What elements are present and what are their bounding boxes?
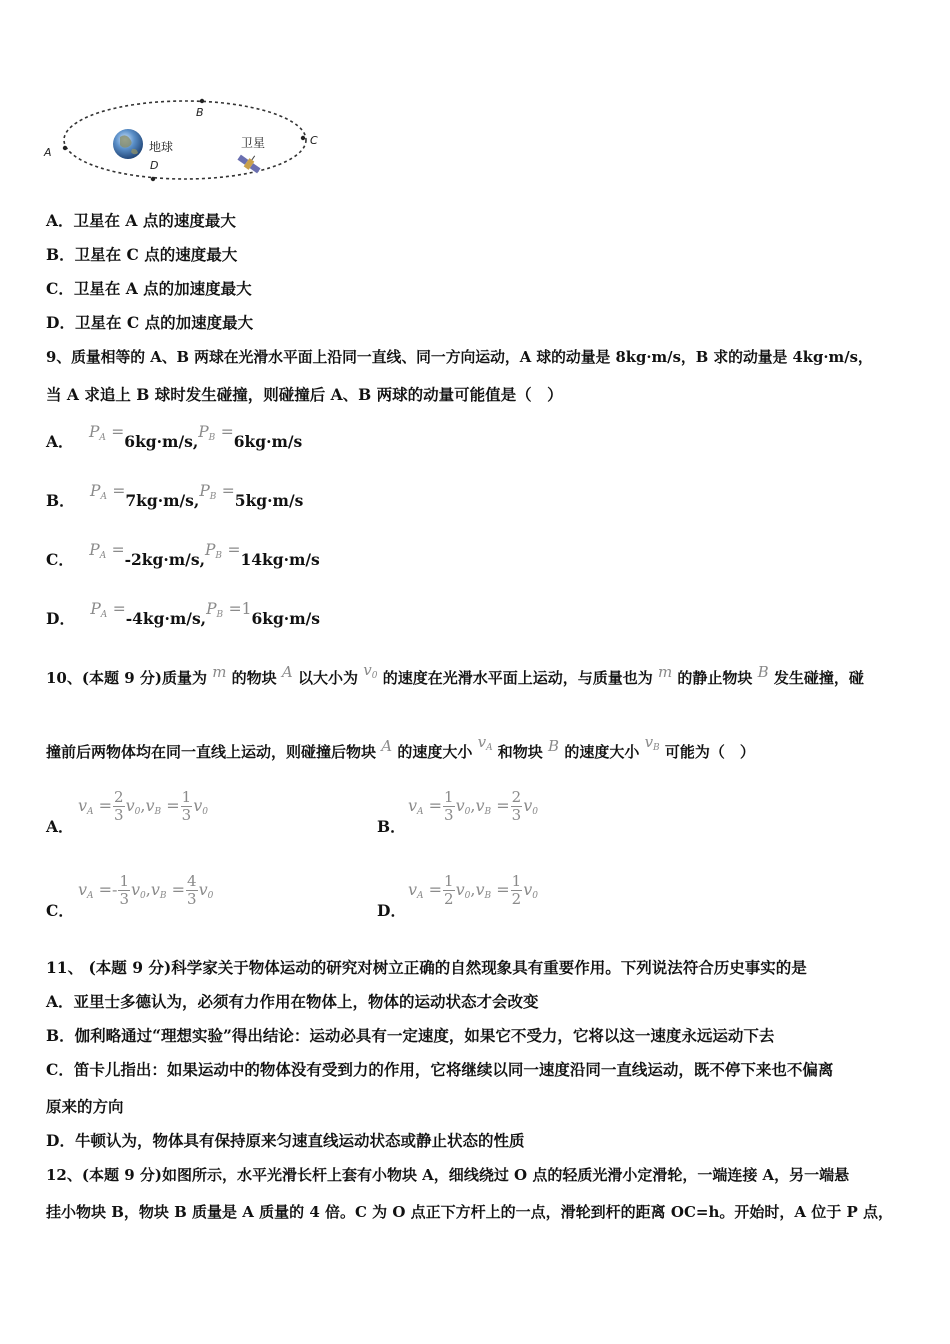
q9-stem-line1: 9、质量相等的 A、B 两球在光滑水平面上沿同一直线、同一方向运动，A 球的动量是 8kg·m/s，B 求的动量是 4kg·m/s， bbox=[46, 349, 873, 366]
q11-option-b: B．伽利略通过“理想实验”得出结论：运动必具有一定速度，如果它不受力，它将以这一速度永远运动下去 bbox=[46, 1026, 775, 1045]
p-symbol: P bbox=[204, 541, 216, 559]
q12-line1: 12、(本题 9 分)如图所示，水平光滑长杆上套有小物块 A，细线绕过 O 点的轻质光滑小定滑轮，一端连接 A，另一端悬 bbox=[46, 1166, 850, 1184]
q8-option-b: B．卫星在 C 点的速度最大 bbox=[46, 245, 238, 264]
point-d-dot bbox=[151, 177, 155, 181]
q8-option-d: D．卫星在 C 点的加速度最大 bbox=[46, 313, 254, 332]
fraction: $\frac{2}{3}$ bbox=[511, 788, 522, 824]
sub-b: B bbox=[484, 891, 492, 901]
v-symbol: v bbox=[475, 796, 485, 815]
sub-a: A bbox=[417, 807, 424, 817]
sub-0: 0 bbox=[207, 891, 214, 901]
point-b-dot bbox=[200, 99, 204, 103]
pb-value: 6kg·m/s bbox=[251, 609, 320, 628]
option-label: A． bbox=[46, 432, 74, 451]
p-symbol: P bbox=[198, 423, 209, 441]
pa-value: -2kg·m/s, bbox=[124, 550, 205, 569]
sub-b: B bbox=[484, 807, 492, 817]
q10-text: 撞前后两物体均在同一直线上运动，则碰撞后物块 bbox=[46, 743, 377, 761]
v-symbol: v bbox=[455, 796, 465, 815]
point-c-dot bbox=[301, 136, 305, 140]
q10-text: 和物块 bbox=[497, 743, 543, 761]
v-symbol: v bbox=[78, 880, 88, 899]
sub-b: B bbox=[208, 433, 216, 443]
q10-text: 10、(本题 9 分)质量为 bbox=[46, 669, 207, 687]
earth-label: 地球 bbox=[149, 140, 174, 154]
q9-option-d bbox=[46, 600, 320, 635]
sub-b: B bbox=[209, 492, 217, 502]
sub-0: 0 bbox=[464, 807, 471, 817]
q9-option-a bbox=[46, 423, 303, 458]
v-symbol: v bbox=[78, 796, 88, 815]
v-symbol: v bbox=[125, 796, 135, 815]
sign: - bbox=[112, 880, 118, 899]
v-symbol: v bbox=[475, 880, 485, 899]
q10-option-b-expr: $v_A$ = $\frac{1}{3}$ $v_0,v_B$ = $\frac{2}{3}$ $v_0$ bbox=[408, 788, 538, 824]
fraction: $\frac{2}{3}$ bbox=[114, 788, 124, 824]
option-label: B． bbox=[46, 491, 75, 510]
pb-value: 14kg·m/s bbox=[240, 550, 320, 569]
point-a-label: A bbox=[44, 146, 52, 159]
mass-symbol: m bbox=[212, 663, 227, 681]
v-symbol: v bbox=[408, 796, 418, 815]
sub-0: 0 bbox=[134, 807, 141, 817]
sub-0: 0 bbox=[140, 891, 146, 901]
option-label: C． bbox=[46, 550, 74, 569]
pb-value: 6kg·m/s bbox=[233, 432, 303, 451]
sub-a: A bbox=[100, 610, 108, 620]
q10-option-c-label: C． bbox=[46, 901, 74, 920]
block-b-symbol: B bbox=[757, 663, 769, 681]
block-a-symbol: A bbox=[281, 663, 293, 681]
q11-option-c-cont: 原来的方向 bbox=[46, 1097, 124, 1116]
q10-text: 发生碰撞，碰 bbox=[773, 669, 864, 687]
sub-a: A bbox=[87, 891, 94, 901]
block-b-symbol: B bbox=[548, 737, 560, 755]
v-symbol: v bbox=[193, 796, 203, 815]
q10-stem-line1 bbox=[46, 661, 864, 694]
sub-a: A bbox=[417, 891, 424, 901]
sub-0: 0 bbox=[464, 891, 471, 901]
q11-option-c: C．笛卡儿指出：如果运动中的物体没有受到力的作用，它将继续以同一速度沿同一直线运动，既不停下来也不偏离 bbox=[46, 1060, 834, 1079]
q11-option-a: A．亚里士多德认为，必须有力作用在物体上，物体的运动状态才会改变 bbox=[46, 992, 539, 1011]
pa-value: 7kg·m/s, bbox=[125, 491, 200, 510]
q10-option-b-label: B． bbox=[377, 817, 406, 836]
equals-sign: = bbox=[112, 600, 126, 618]
equals-sign: = bbox=[227, 541, 241, 559]
point-c-label: C bbox=[310, 134, 318, 147]
sub-b: B bbox=[215, 551, 223, 561]
fraction: $\frac{1}{3}$ bbox=[119, 872, 129, 908]
p-symbol: P bbox=[199, 482, 210, 500]
v-symbol: v bbox=[477, 733, 487, 751]
v-symbol: v bbox=[363, 661, 372, 679]
v-symbol: v bbox=[131, 880, 141, 899]
q10-option-d-label: D． bbox=[377, 901, 406, 920]
p-symbol: P bbox=[89, 541, 100, 559]
mass-symbol: m bbox=[657, 663, 673, 681]
sub-b: B bbox=[159, 891, 167, 901]
q12-line2: 挂小物块 B，物块 B 质量是 A 质量的 4 倍。C 为 O 点正下方杆上的一点，滑轮到杆的距离 OC=h。开始时，A 位于 P 点， bbox=[46, 1203, 893, 1221]
q10-option-d-expr: $v_A$ = $\frac{1}{2}$ $v_0,v_B$ = $\frac{1}{2}$ $v_0$ bbox=[408, 872, 538, 908]
orbit-ellipse bbox=[64, 101, 306, 179]
sub-0: 0 bbox=[532, 807, 538, 817]
q8-option-c: C．卫星在 A 点的加速度最大 bbox=[46, 279, 252, 298]
sub-a: A bbox=[99, 433, 106, 443]
v-symbol: v bbox=[523, 796, 533, 815]
q11-stem: 11、 (本题 9 分)科学家关于物体运动的研究对树立正确的自然现象具有重要作用。下列说法符合历史事实的是 bbox=[46, 958, 807, 977]
sub-0: 0 bbox=[532, 891, 538, 901]
sub-b: B bbox=[653, 743, 660, 753]
equals-sign: = bbox=[220, 423, 234, 441]
fraction: $\frac{1}{2}$ bbox=[444, 872, 454, 908]
q10-text: 以大小为 bbox=[297, 669, 358, 687]
sub-0: 0 bbox=[202, 807, 208, 817]
sub-b: B bbox=[216, 610, 224, 620]
v-symbol: v bbox=[455, 880, 465, 899]
point-b-label: B bbox=[196, 106, 204, 119]
q10-text: 的静止物块 bbox=[677, 669, 753, 687]
equals-sign: = bbox=[111, 541, 125, 559]
q9-stem-line2: 当 A 求追上 B 球时发生碰撞，则碰撞后 A、B 两球的动量可能值是（ ） bbox=[46, 385, 563, 404]
pa-value: -4kg·m/s, bbox=[125, 609, 207, 628]
q10-option-c-expr: $v_A$ =- $\frac{1}{3}$ $v_0,v_B$ = $\frac{4}{3}$ $v_0$ bbox=[78, 872, 214, 908]
orbit-diagram bbox=[40, 92, 340, 192]
pa-value: 6kg·m/s, bbox=[124, 432, 199, 451]
sub-a: A bbox=[100, 492, 107, 502]
q8-option-a: A．卫星在 A 点的速度最大 bbox=[46, 211, 236, 230]
q10-text: 的速度大小 bbox=[397, 743, 473, 761]
q10-text: 的速度在光滑水平面上运动，与质量也为 bbox=[382, 669, 653, 687]
fraction: $\frac{4}{3}$ bbox=[187, 872, 197, 908]
q10-text: 可能为（ ） bbox=[664, 743, 755, 761]
equals-sign: = bbox=[221, 482, 235, 500]
v-symbol: v bbox=[523, 880, 533, 899]
satellite-icon bbox=[236, 149, 264, 175]
block-a-symbol: A bbox=[381, 737, 393, 755]
p-symbol: P bbox=[206, 600, 217, 618]
q10-option-a-expr: $v_A$ = $\frac{2}{3}$ $v_0,v_B$ = $\frac{1}{3}$ $v_0$ bbox=[78, 788, 208, 824]
sub-a: A bbox=[87, 807, 94, 817]
q9-option-b bbox=[46, 482, 304, 517]
q9-option-c bbox=[46, 541, 320, 576]
p-symbol: P bbox=[88, 423, 100, 441]
v-symbol: v bbox=[198, 880, 208, 899]
option-label: D． bbox=[46, 609, 75, 628]
p-symbol: P bbox=[90, 482, 101, 500]
equals-sign: = bbox=[112, 482, 126, 500]
q10-text: 的物块 bbox=[231, 669, 277, 687]
point-d-label: D bbox=[150, 159, 159, 172]
fraction: $\frac{1}{3}$ bbox=[444, 788, 454, 824]
satellite-label: 卫星 bbox=[241, 136, 266, 150]
sub-0: 0 bbox=[371, 671, 378, 681]
point-a-dot bbox=[63, 146, 67, 150]
p-symbol: P bbox=[90, 600, 101, 618]
pb-prefix: 1 bbox=[241, 600, 252, 618]
v-symbol: v bbox=[408, 880, 418, 899]
v-symbol: v bbox=[644, 733, 654, 751]
equals-sign: = bbox=[111, 423, 125, 441]
fraction: $\frac{1}{2}$ bbox=[511, 872, 522, 908]
q10-option-a-label: A． bbox=[46, 817, 74, 836]
sub-b: B bbox=[154, 807, 162, 817]
equals-sign: = bbox=[228, 600, 242, 618]
q10-stem-line2 bbox=[46, 733, 755, 768]
v-symbol: v bbox=[145, 796, 155, 815]
q11-option-d: D．牛顿认为，物体具有保持原来匀速直线运动状态或静止状态的性质 bbox=[46, 1131, 525, 1150]
sub-a: A bbox=[99, 551, 107, 561]
fraction: $\frac{1}{3}$ bbox=[181, 788, 192, 824]
pb-value: 5kg·m/s bbox=[234, 491, 304, 510]
q10-text: 的速度大小 bbox=[564, 743, 640, 761]
sub-a: A bbox=[486, 743, 493, 753]
v-symbol: v bbox=[150, 880, 160, 899]
